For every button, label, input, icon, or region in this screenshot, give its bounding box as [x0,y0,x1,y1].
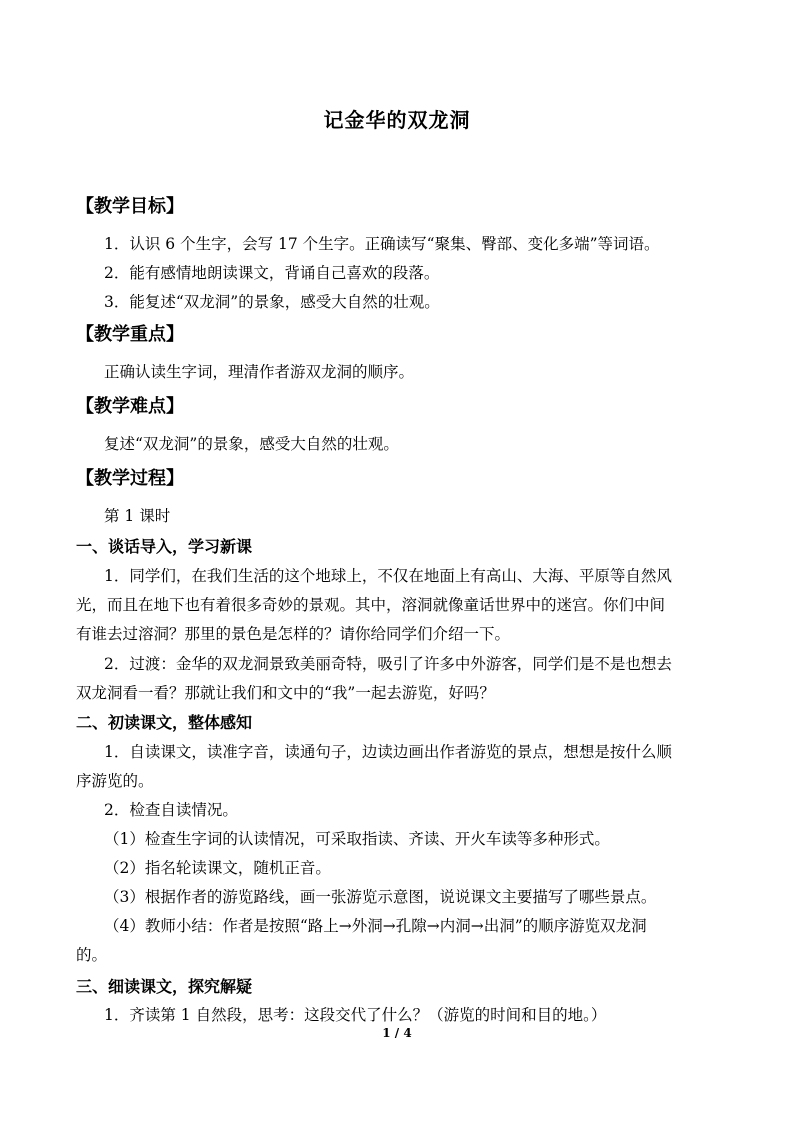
part3-heading: 三、细读课文，探究解疑 [76,977,253,996]
part1-p2-line1: 2．过渡：金华的双龙洞景致美丽奇特，吸引了许多中外游客，同学们是不是也想去 [104,655,672,673]
part1-p1-line1: 1．同学们，在我们生活的这个地球上，不仅在地面上有高山、大海、平原等自然风 [104,567,672,585]
part2-p1-line1: 1．自读课文，读准字音，读通句子，边读边画出作者游览的景点，想想是按什么顺 [104,743,672,761]
part1-p1-line2: 光，而且在地下也有着很多奇妙的景观。其中，溶洞就像童话世界中的迷宫。你们中间 [76,596,666,614]
process-heading: 【教学过程】 [76,468,184,489]
lesson-label: 第 1 课时 [104,507,171,525]
goals-heading: 【教学目标】 [76,196,184,217]
goal-item-3: 3．能复述“双龙洞”的景象，感受大自然的壮观。 [104,293,440,311]
part1-p1-line3: 有谁去过溶洞？那里的景色是怎样的？请你给同学们介绍一下。 [76,625,511,643]
part2-step3: （3）根据作者的游览路线，画一张游览示意图，说说课文主要描写了哪些景点。 [104,888,657,906]
part1-p2-line2: 双龙洞看一看？那就让我们和文中的“我”一起去游览，好吗？ [76,684,495,702]
goal-item-1: 1．认识 6 个生字，会写 17 个生字。正确读写“聚集、臀部、变化多端”等词语。 [104,235,660,253]
part2-p1-line2: 序游览的。 [76,772,154,790]
document-title: 记金华的双龙洞 [323,108,471,132]
part1-heading: 一、谈话导入，学习新课 [76,537,253,556]
part3-p1: 1．齐读第 1 自然段，思考：这段交代了什么？（游览的时间和目的地。） [104,1006,607,1024]
difficulty-text: 复述“双龙洞”的景象，感受大自然的壮观。 [104,435,399,453]
page-number: 1 / 4 [382,1026,412,1040]
key-text: 正确认读生字词，理清作者游双龙洞的顺序。 [104,363,415,381]
part2-step2: （2）指名轮读课文，随机正音。 [104,859,331,877]
part2-step4-line2: 的。 [76,946,108,964]
key-heading: 【教学重点】 [76,324,184,345]
part2-heading: 二、初读课文，整体感知 [76,713,253,732]
goal-item-2: 2．能有感情地朗读课文，背诵自己喜欢的段落。 [104,264,440,282]
part2-step1: （1）检查生字词的认读情况，可采取指读、齐读、开火车读等多种形式。 [104,830,610,848]
part2-p2: 2．检查自读情况。 [104,801,238,819]
part2-step4-line1: （4）教师小结：作者是按照“路上→外洞→孔隙→内洞→出洞”的顺序游览双龙洞 [104,917,647,935]
difficulty-heading: 【教学难点】 [76,396,184,417]
